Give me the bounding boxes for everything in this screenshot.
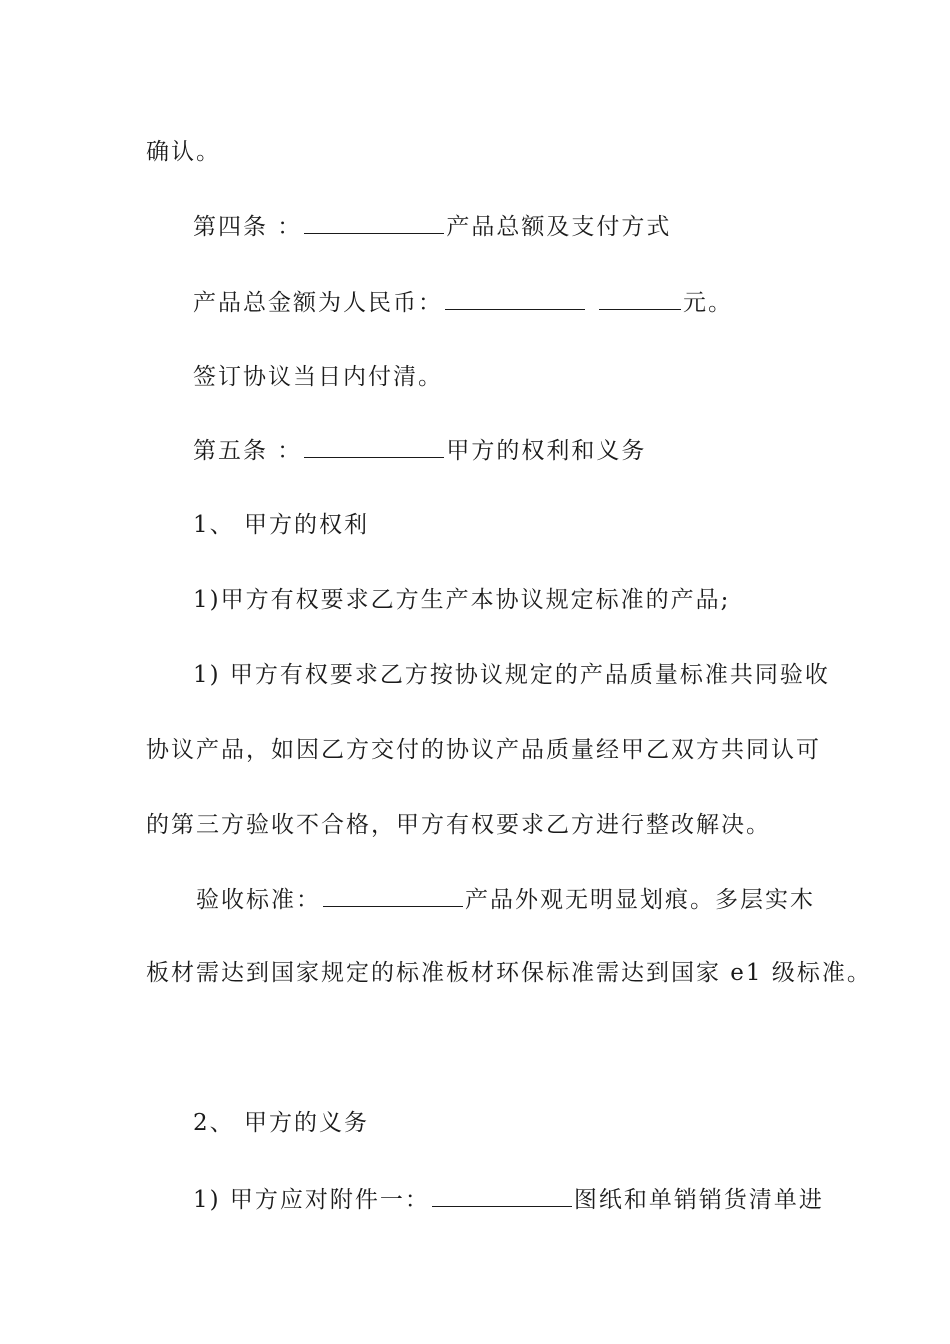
section-title: 1、 甲方的权利 [193, 512, 369, 538]
clause-text: 的第三方验收不合格，甲方有权要求乙方进行整改解决。 [146, 812, 771, 838]
paragraph-line [146, 958, 872, 988]
section-title: 2、 甲方的义务 [193, 1110, 369, 1136]
clause-text: 协议产品，如因乙方交付的协议产品质量经甲乙双方共同认可 [146, 737, 821, 763]
acceptance-standard-line [196, 884, 815, 915]
paragraph-line [193, 585, 730, 615]
blank-field [445, 287, 585, 310]
paragraph-line [146, 810, 771, 840]
blank-field [304, 211, 444, 234]
blank-field [432, 1184, 572, 1207]
text-confirm: 确认。 [146, 139, 221, 165]
total-amount-line [193, 287, 733, 318]
article-four-heading [193, 211, 671, 242]
clause-text: 图纸和单销销货清单进 [573, 1187, 824, 1213]
article-title: 产品总额及支付方式 [446, 214, 672, 240]
amount-label: 产品总金额为人民币： [193, 290, 443, 316]
clause-text: 1) 甲方有权要求乙方按协议规定的产品质量标准共同验收 [193, 662, 830, 688]
article-label: 第五条 ： [193, 438, 303, 464]
article-label: 第四条 ： [193, 214, 303, 240]
paragraph-line [193, 660, 830, 690]
article-title: 甲方的权利和义务 [446, 438, 647, 464]
payment-term: 签订协议当日内付清。 [193, 364, 443, 390]
section-heading [193, 510, 369, 540]
blank-field [323, 884, 463, 907]
blank-field [599, 287, 681, 310]
currency-unit: 元。 [683, 290, 733, 316]
section-heading [193, 1108, 369, 1138]
paragraph-line [193, 1184, 824, 1215]
clause-label: 1) 甲方应对附件一： [193, 1187, 430, 1213]
clause-text: 板材需达到国家规定的标准板材环保标准需达到国家 e1 级标准。 [146, 960, 872, 986]
blank-field [304, 435, 444, 458]
standard-label: 验收标准： [196, 887, 321, 913]
article-five-heading [193, 435, 646, 466]
paragraph-line [146, 735, 821, 765]
clause-text: 1)甲方有权要求乙方生产本协议规定标准的产品; [193, 587, 731, 613]
standard-text: 产品外观无明显划痕。多层实木 [465, 887, 815, 913]
paragraph-line [146, 137, 221, 167]
paragraph-line [193, 362, 443, 392]
